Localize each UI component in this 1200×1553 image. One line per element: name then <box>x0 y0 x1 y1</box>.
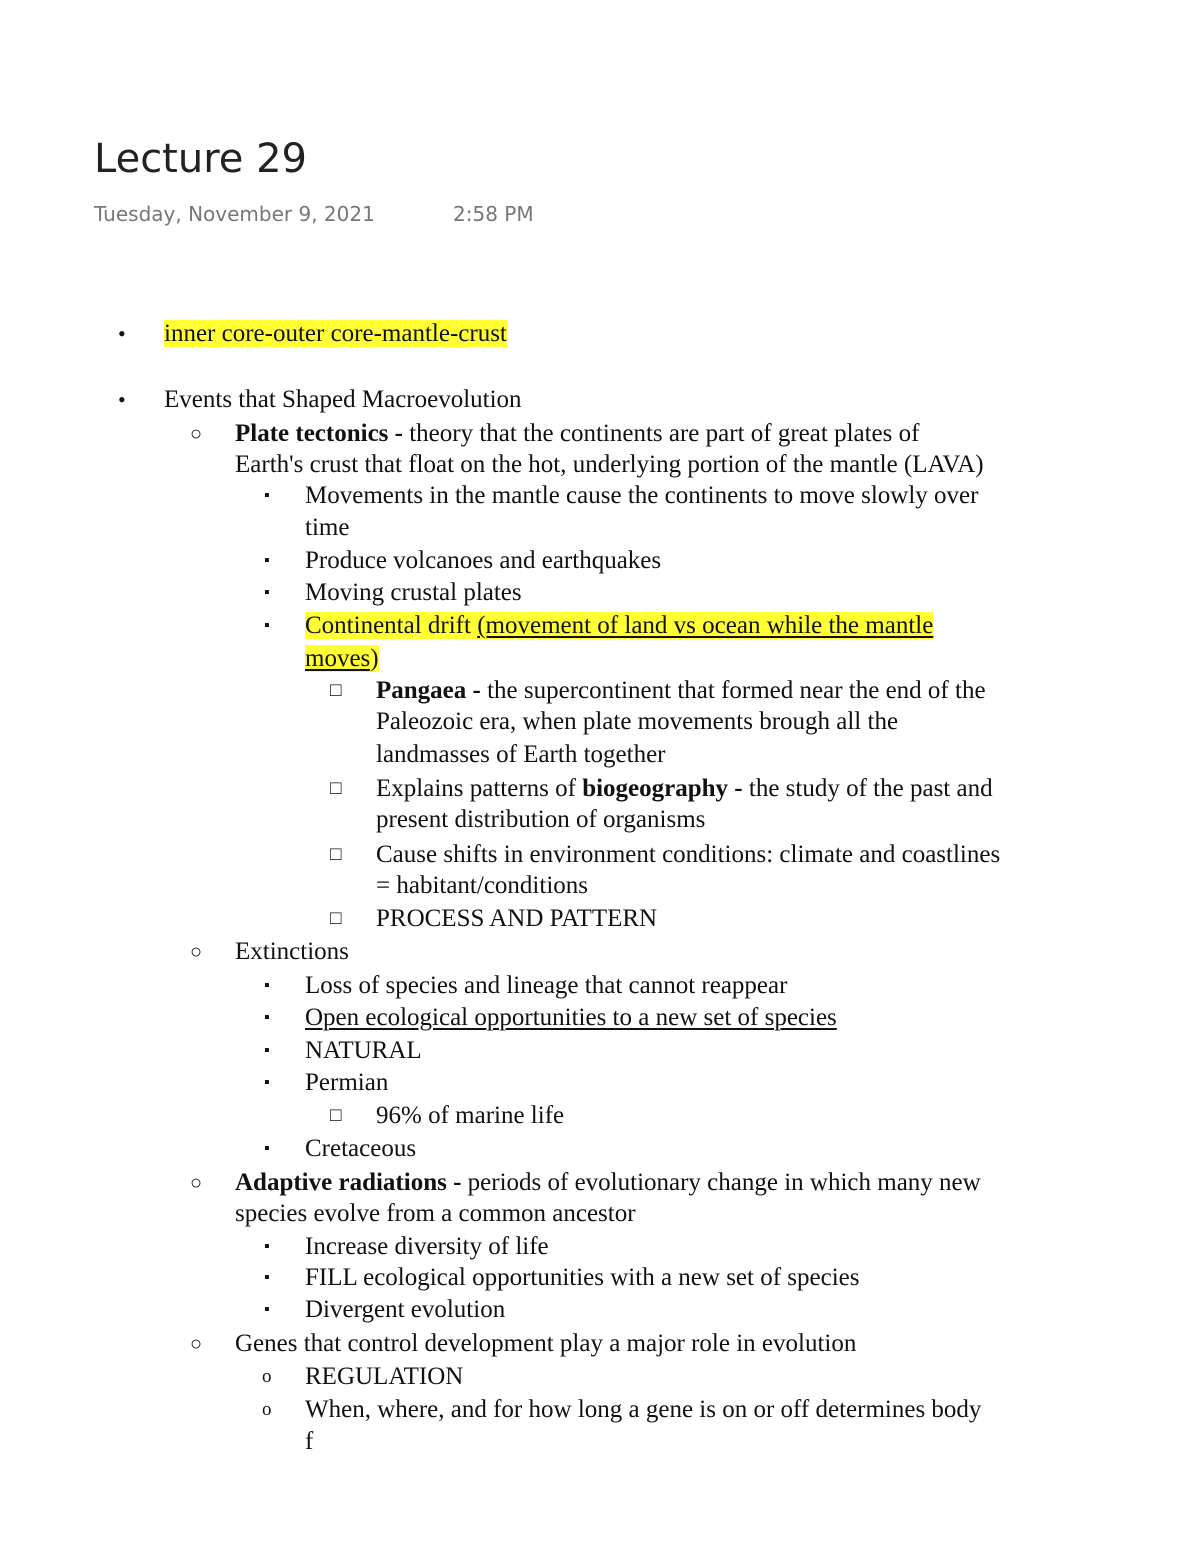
box-bullet-icon: □ <box>330 680 342 701</box>
list-item: Events that Shaped Macroevolution <box>164 386 522 413</box>
square-bullet-icon: ▪ <box>264 1301 270 1318</box>
list-item-continuation: landmasses of Earth together <box>376 741 666 768</box>
box-bullet-icon: □ <box>330 1105 342 1126</box>
term-label: Adaptive radiations - <box>235 1169 462 1196</box>
item-text: Explains patterns of <box>376 775 583 802</box>
highlighted-text: inner core-outer core-mantle-crust <box>164 320 507 347</box>
term-label: Plate tectonics - <box>235 420 403 447</box>
highlighted-text: Continental drift <box>305 612 478 639</box>
list-item: NATURAL <box>305 1037 422 1064</box>
list-item <box>235 1167 981 1199</box>
list-item: PROCESS AND PATTERN <box>376 905 658 932</box>
square-bullet-icon: ▪ <box>264 487 270 504</box>
list-item: Divergent evolution <box>305 1296 506 1323</box>
square-bullet-icon: ▪ <box>264 584 270 601</box>
list-item <box>235 418 919 450</box>
list-item-continuation <box>305 643 379 675</box>
list-item-continuation: present distribution of organisms <box>376 806 706 833</box>
list-item: Cretaceous <box>305 1135 417 1162</box>
list-item <box>305 610 933 642</box>
list-item <box>376 675 986 707</box>
list-item: REGULATION <box>305 1363 464 1390</box>
list-item-continuation: time <box>305 514 350 541</box>
list-item: Produce volcanoes and earthquakes <box>305 547 662 574</box>
disc-bullet-icon: • <box>118 387 126 412</box>
list-item: Movements in the mantle cause the continents to move slowly over <box>305 482 979 509</box>
list-item-continuation: species evolve from a common ancestor <box>235 1200 636 1227</box>
box-bullet-icon: □ <box>330 844 342 865</box>
list-item: FILL ecological opportunities with a new set of species <box>305 1264 860 1291</box>
page-date: Tuesday, November 9, 2021 <box>94 202 375 226</box>
list-item: 96% of marine life <box>376 1102 565 1129</box>
circle-bullet-icon: o <box>262 1399 272 1420</box>
list-item: Permian <box>305 1069 389 1096</box>
underlined-text: moves <box>305 645 371 672</box>
list-item-continuation: Paleozoic era, when plate movements brough all the <box>376 708 899 735</box>
disc-bullet-icon: • <box>118 321 126 346</box>
square-bullet-icon: ▪ <box>264 1074 270 1091</box>
term-label: Pangaea - <box>376 677 481 704</box>
box-bullet-icon: □ <box>330 778 342 799</box>
square-bullet-icon: ▪ <box>264 1238 270 1255</box>
circle-bullet-icon: ○ <box>190 423 203 445</box>
circle-bullet-icon: ○ <box>190 1172 203 1194</box>
square-bullet-icon: ▪ <box>264 552 270 569</box>
square-bullet-icon: ▪ <box>264 1140 270 1157</box>
square-bullet-icon: ▪ <box>264 617 270 634</box>
page-time: 2:58 PM <box>453 202 534 226</box>
list-item: Genes that control development play a major role in evolution <box>235 1330 857 1357</box>
term-label: biogeography - <box>582 775 743 802</box>
term-definition: theory that the continents are part of great plates of <box>402 420 920 447</box>
circle-bullet-icon: ○ <box>190 941 203 963</box>
underlined-text: (movement of land vs ocean while the mantle <box>477 612 934 639</box>
list-item: Extinctions <box>235 938 349 965</box>
list-item <box>305 1002 837 1034</box>
term-definition: periods of evolutionary change in which many new <box>461 1169 981 1196</box>
page-title: Lecture 29 <box>94 136 308 182</box>
list-item: Cause shifts in environment conditions: climate and coastlines <box>376 841 1001 868</box>
square-bullet-icon: ▪ <box>264 1269 270 1286</box>
list-item <box>376 773 993 805</box>
list-item-continuation: = habitant/conditions <box>376 872 588 899</box>
list-item <box>164 318 507 350</box>
list-item: Loss of species and lineage that cannot reappear <box>305 972 788 999</box>
circle-bullet-icon: o <box>262 1366 272 1387</box>
circle-bullet-icon: ○ <box>190 1333 203 1355</box>
box-bullet-icon: □ <box>330 908 342 929</box>
list-item: Increase diversity of life <box>305 1233 549 1260</box>
square-bullet-icon: ▪ <box>264 1009 270 1026</box>
underlined-text: Open ecological opportunities to a new set of species <box>305 1004 837 1031</box>
highlighted-text: ) <box>370 645 379 672</box>
term-definition: the study of the past and <box>742 775 993 802</box>
list-item: Moving crustal plates <box>305 579 522 606</box>
square-bullet-icon: ▪ <box>264 977 270 994</box>
list-item-continuation: Earth's crust that float on the hot, underlying portion of the mantle (LAVA) <box>235 451 984 478</box>
term-definition: the supercontinent that formed near the end of the <box>480 677 986 704</box>
list-item: When, where, and for how long a gene is on or off determines body <box>305 1396 982 1423</box>
list-item-continuation: f <box>305 1428 314 1455</box>
square-bullet-icon: ▪ <box>264 1042 270 1059</box>
